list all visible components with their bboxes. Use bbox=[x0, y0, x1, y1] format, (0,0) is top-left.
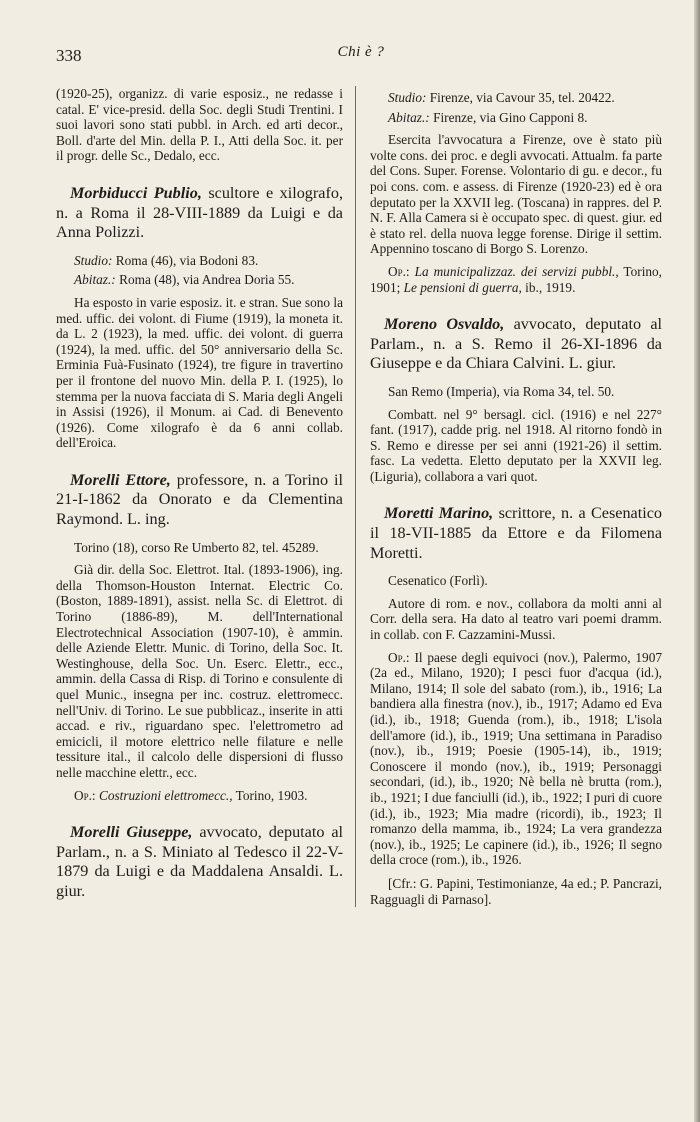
work-details: Torino, 1901; bbox=[370, 263, 663, 295]
works-list: Il paese degli equivoci (nov.), Palermo, 1907 (2a ed., Milano, 1920); I pesci fuor d'acqua (id.), Milano, 1914; Il sole del sabato (rom.), ib., 1916; La bandiera alla finestra (nov.), ib., 1917; Adamo ed Eva (id.), ib., 1918; Guenda (rom.), ib., 1918; L'isola dell'amore (id.), ib., 1919; Una settimana in Paradiso (nov.), ib., 1919; Poesie (1905-14), ib., 1919; Conoscere il mondo (nov.), ib., 1919; Personaggi secondari, (id.), ib., 1920; Nè bella nè brutta (rom.), ib., 1921; I due fanciulli (id.), ib., 1922; I puri di cuore (id.), ib., 1923; Mia madre (ricordi), ib., 1923; Il romanzo della mamma, ib., 1924; La vera grandezza (nov.), ib., 1925; Le capinere (id.), ib., 1926; Il segno della croce (rom.), ib., 1926. bbox=[370, 649, 662, 868]
entry-address: San Remo (Imperia), via Roma 34, tel. 50. bbox=[388, 383, 615, 399]
entry-works bbox=[370, 650, 662, 868]
studio-label: Studio: bbox=[74, 252, 113, 268]
work-title: Le pensioni di guerra, bbox=[403, 279, 522, 295]
studio-address: Firenze, via Cavour 35, tel. 20422. bbox=[429, 90, 615, 105]
entry-description: professore, n. a Torino il 21-I-1862 da Onorato e da Clementina Raymond. L. ing. bbox=[56, 470, 343, 529]
entry-name: Moreno Osvaldo, bbox=[384, 315, 505, 334]
entry-references: [Cfr.: G. Papini, Testimonianze, 4a ed.; P. Pancrazi, Ragguagli di Parnaso]. bbox=[370, 875, 662, 907]
entry-heading bbox=[56, 471, 343, 530]
works-label: Op.: bbox=[388, 263, 410, 279]
entry-works bbox=[370, 264, 662, 295]
entry-description: avvocato, deputato al Parlam., n. a S. Remo il 26-XI-1896 da Giuseppe e da Chiara Calvini. L. giur. bbox=[370, 315, 662, 373]
entry-morelli-ettore bbox=[56, 471, 343, 803]
entry-description: avvocato, deputato al Parlam., n. a S. Miniato al Tedesco il 22-V-1879 da Luigi e da Maddalena Ansaldi. L. giur. bbox=[56, 823, 344, 900]
entry-studio-address bbox=[370, 90, 662, 106]
studio-label: Studio: bbox=[388, 90, 427, 105]
entry-body: Ha esposto in varie esposiz. it. e stran. Sue sono la med. uffic. dei volont. di Fiume (1919), la moneta it. da L. 2 (1923), la med. uffic. dei volont. di guerra (1924), la med. uffic. del 50° anniversario della Sc. Erminia Fuà-Fusinato (1924), tre figure in travertino per il frontone del nuovo Min. della P. I. (1925), lo stemma per la nuova facciata di S. Maria degli Angeli in Assisi (1926), il Monum. ai Cad. di Benevento (1926). Come xilografo è da 6 anni collab. dell'Eroica. bbox=[56, 294, 343, 451]
studio-address: Roma (46), via Bodoni 83. bbox=[115, 252, 259, 268]
entry-body: Esercita l'avvocatura a Firenze, ove è stato più volte cons. dei proc. e degli avvocati. Attualm. fa parte del Cons. Super. Forense. Volontario di gu. e decor., fu poi cons. com. e assess. di Firenze (1920-23) ed è ora deputato per la XXVII leg. (Toscana) in rappres. del P. N. F. Alla Camera si è occupato spec. di quest. giur. ed è stato rel. della nuova legge forense. Dirige il settim. Appennino toscano di Borgo S. Lorenzo. bbox=[370, 132, 662, 257]
entry-body: Già dir. della Soc. Elettrot. Ital. (1893-1906), ing. della Thomson-Houston Internat. Electric Co. (Boston, 1889-1891), assist. nella Sc. di Elettrot. di Torino (1886-89), M. dell'International Electrotechnical Association (1907-10), è ammin. delle Aziende Elettr. Munic. di Torino, della Soc. It. Westinghouse, della Soc. Un. Eserc. Elettr., ecc., ammin. della Cassa di Risp. di Torino e consulente di quel Munic., insegna per inc. costruz. elettromecc. nell'Univ. di Torino. Le sue pubblicaz., inserite in atti accad. e riv., riguardano spec. l'elettrometro ad emicicli, il motore elettrico nelle filature e nelle tessiture ital., il calcolo delle dispersioni di flusso nelle macchine elettr., ecc. bbox=[56, 562, 343, 780]
entry-body: Combatt. nel 9° bersagl. cicl. (1916) e nel 227° fant. (1917), cadde prig. nel 1918. Al ritorno fondò in S. Remo e diresse per sei anni (1921-26) il settim. fasc. La vedetta. Eletto deputato per la XXVII leg. (Liguria), collabora a vari quot. bbox=[370, 406, 662, 484]
entry-body: Autore di rom. e nov., collabora da molti anni al Corr. della sera. Ha dato al teatro vari poemi dramm. in collab. con F. Cazzamini-Mussi. bbox=[370, 595, 662, 643]
entry-name: Morbiducci Publio, bbox=[70, 183, 202, 202]
home-address: Roma (48), via Andrea Doria 55. bbox=[119, 272, 295, 288]
running-title: Chi è ? bbox=[337, 44, 385, 60]
home-label: Abitaz.: bbox=[388, 109, 430, 125]
two-column-body bbox=[56, 86, 666, 907]
entry-studio-address bbox=[56, 253, 343, 269]
page-edge bbox=[694, 0, 700, 1122]
entry-description: scrittore, n. a Cesenatico il 18-VII-1885 da Ettore e da Filomena Moretti. bbox=[370, 504, 662, 562]
work-title: Costruzioni elettromecc., bbox=[98, 787, 233, 803]
entry-heading bbox=[370, 315, 662, 374]
entry-name: Morelli Ettore, bbox=[70, 470, 171, 489]
entry-address: Cesenatico (Forlì). bbox=[388, 573, 488, 589]
work-details: ib., 1919. bbox=[525, 279, 576, 295]
works-label: Op.: bbox=[388, 649, 410, 665]
entry-heading bbox=[56, 184, 343, 243]
entry-heading bbox=[56, 823, 343, 901]
page-number: 338 bbox=[56, 46, 82, 65]
entry-moreno-osvaldo bbox=[370, 315, 662, 484]
entry-home-address bbox=[56, 272, 343, 288]
entry-morelli-giuseppe-continued bbox=[370, 90, 662, 295]
continued-entry-text: (1920-25), organizz. di varie esposiz., ne redasse i catal. E' vice-presid. della Soc. degli Studi Trentini. I suoi lavori sono stati pubbl. in Arch. ed arti decor., Boll. d'arte del Min. della P. I., Atti della Soc. it. per il progr. delle Sc., Dedalo, ecc. bbox=[56, 86, 343, 164]
left-column bbox=[56, 86, 356, 907]
entry-morelli-giuseppe bbox=[56, 823, 343, 901]
entry-morbiducci bbox=[56, 184, 343, 451]
work-title: La municipalizzaz. dei servizi pubbl., bbox=[414, 263, 619, 279]
page-header bbox=[56, 40, 666, 86]
home-address: Firenze, via Gino Capponi 8. bbox=[433, 109, 588, 125]
entry-home-address bbox=[370, 110, 662, 126]
entry-heading bbox=[370, 504, 662, 563]
works-label: Op.: bbox=[74, 787, 96, 803]
entry-name: Morelli Giuseppe, bbox=[70, 823, 193, 842]
right-column bbox=[356, 86, 662, 907]
work-details: Torino, 1903. bbox=[235, 787, 308, 803]
entry-address: Torino (18), corso Re Umberto 82, tel. 45289. bbox=[74, 539, 319, 555]
home-label: Abitaz.: bbox=[74, 272, 116, 288]
entry-name: Moretti Marino, bbox=[384, 504, 494, 523]
entry-description: scultore e xilografo, n. a Roma il 28-VIII-1889 da Luigi e da Anna Polizzi. bbox=[56, 183, 344, 242]
entry-moretti-marino bbox=[370, 504, 662, 907]
entry-works bbox=[56, 788, 343, 804]
